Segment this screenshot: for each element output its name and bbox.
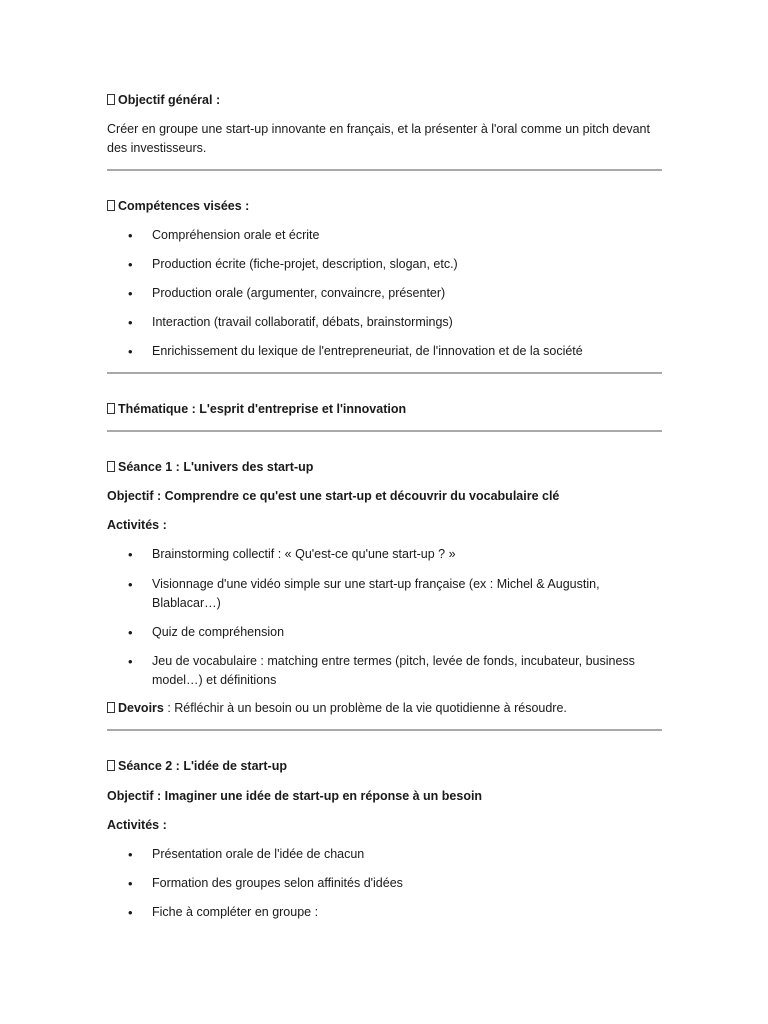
bullet-icon: • (128, 547, 133, 562)
missing-glyph-icon (107, 760, 115, 771)
list-item: Interaction (travail collaboratif, débats, brainstormings) (152, 315, 453, 329)
devoirs-text: : Réfléchir à un besoin ou un problème de la vie quotidienne à résoudre. (163, 701, 567, 715)
seance2-activites-label: Activités : (107, 818, 167, 832)
divider (107, 169, 662, 171)
list-item: Quiz de compréhension (152, 625, 285, 639)
list-item: Formation des groupes selon affinités d'idées (152, 876, 403, 890)
list-item: Production orale (argumenter, convaincre, présenter) (152, 286, 446, 300)
seance1-heading (107, 458, 667, 477)
missing-glyph-icon (107, 94, 115, 105)
divider (107, 729, 662, 731)
seance2-heading (107, 757, 667, 776)
list-item: Enrichissement du lexique de l'entrepreneuriat, de l'innovation et de la société (152, 344, 583, 358)
seance1-activites-label: Activités : (107, 518, 167, 532)
competences-title: Compétences visées : (118, 199, 250, 213)
competences-heading (107, 197, 667, 216)
list-item: Brainstorming collectif : « Qu'est-ce qu'une start-up ? » (152, 547, 456, 561)
bullet-icon: • (128, 315, 133, 330)
objectif-general-heading (107, 91, 667, 110)
divider (107, 372, 662, 374)
missing-glyph-icon (107, 403, 115, 414)
list-item: Production écrite (fiche-projet, description, slogan, etc.) (152, 257, 458, 271)
bullet-icon: • (128, 286, 133, 301)
missing-glyph-icon (107, 200, 115, 211)
seance1-title: Séance 1 : L'univers des start-up (118, 460, 314, 474)
list-item: Présentation orale de l'idée de chacun (152, 847, 365, 861)
missing-glyph-icon (107, 702, 115, 713)
thematique-title: Thématique : L'esprit d'entreprise et l'innovation (118, 402, 407, 416)
seance2-objectif: Objectif : Imaginer une idée de start-up en réponse à un besoin (107, 789, 483, 803)
objectif-general-text: Créer en groupe une start-up innovante en français, et la présenter à l'oral comme un pitch devant des investisseurs. (107, 122, 650, 155)
bullet-icon: • (128, 876, 133, 891)
bullet-icon: • (128, 257, 133, 272)
list-item: Visionnage d'une vidéo simple sur une start-up française (ex : Michel & Augustin, Blablacar…) (152, 577, 600, 610)
thematique-heading (107, 400, 667, 419)
seance2-title: Séance 2 : L'idée de start-up (118, 759, 287, 773)
bullet-icon: • (128, 625, 133, 640)
bullet-icon: • (128, 228, 133, 243)
list-item: Jeu de vocabulaire : matching entre termes (pitch, levée de fonds, incubateur, business model…) et définitions (152, 654, 635, 687)
devoirs-label: Devoirs (118, 701, 164, 715)
objectif-general-title: Objectif général : (118, 93, 221, 107)
list-item: Fiche à compléter en groupe : (152, 905, 319, 919)
seance1-objectif: Objectif : Comprendre ce qu'est une start-up et découvrir du vocabulaire clé (107, 489, 560, 503)
bullet-icon: • (128, 577, 133, 592)
missing-glyph-icon (107, 461, 115, 472)
seance1-devoirs (107, 699, 667, 718)
list-item: Compréhension orale et écrite (152, 228, 320, 242)
bullet-icon: • (128, 654, 133, 669)
divider (107, 430, 662, 432)
bullet-icon: • (128, 905, 133, 920)
bullet-icon: • (128, 344, 133, 359)
bullet-icon: • (128, 847, 133, 862)
